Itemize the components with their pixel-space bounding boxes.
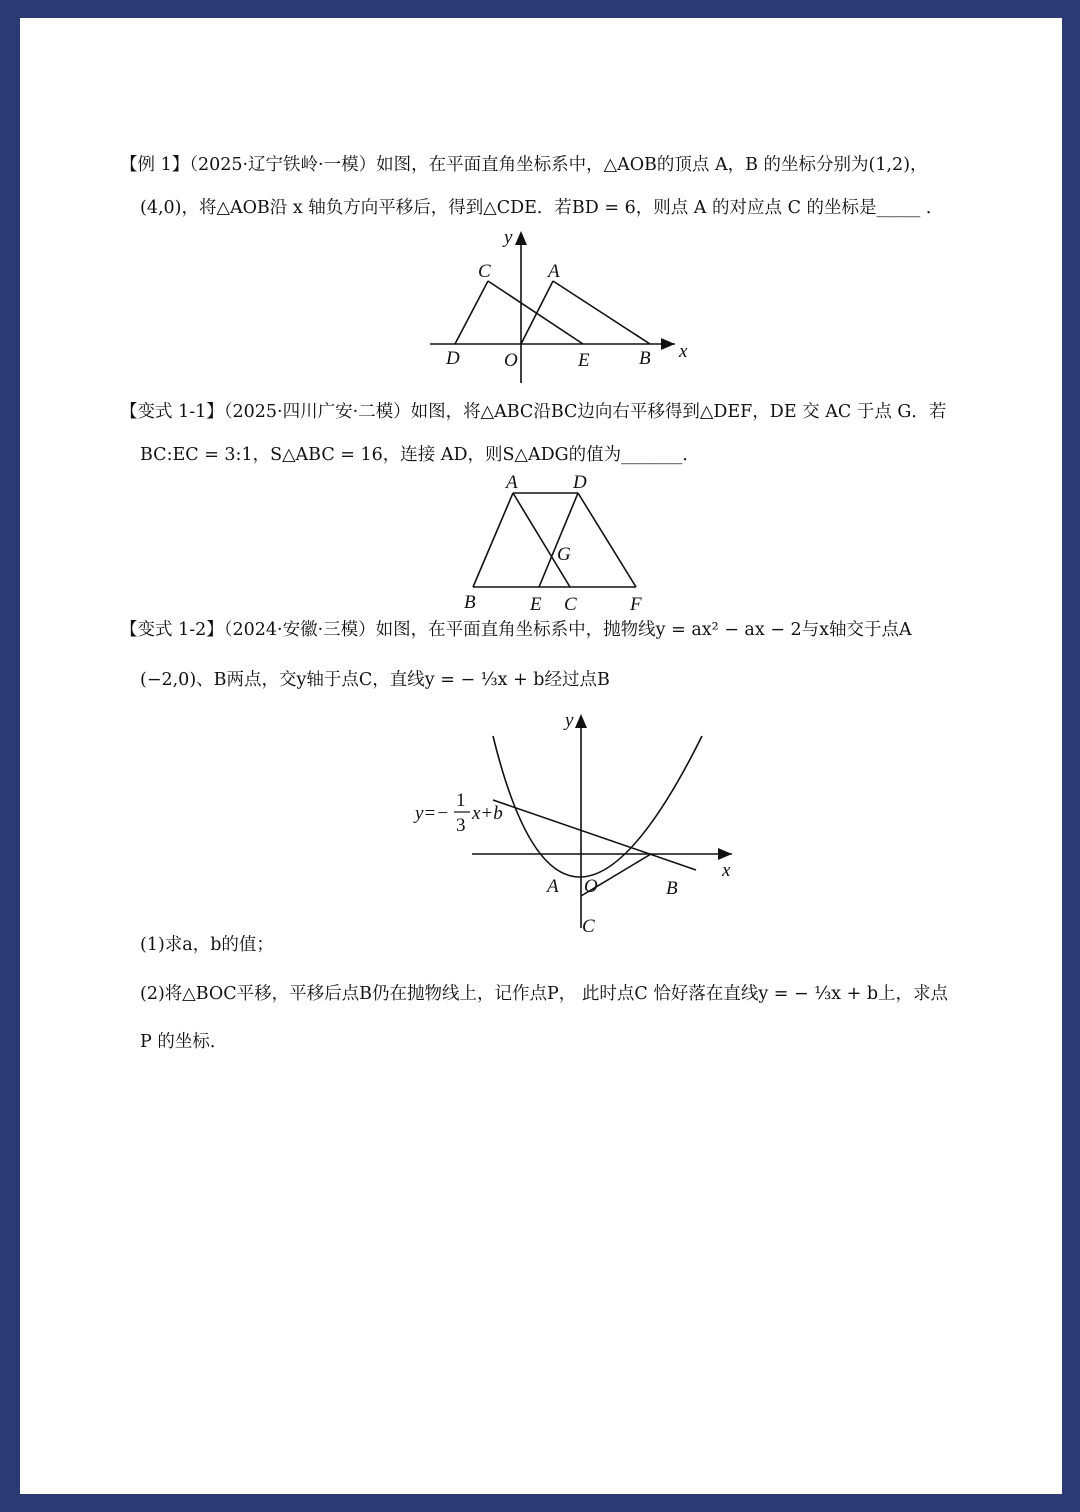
fig3-label-x: x — [722, 860, 731, 881]
fig1-label-c: C — [478, 261, 491, 282]
variant12-line1: 【变式 1-2】（2024·安徽·三模）如图，在平面直角坐标系中，抛物线y = ax² − ax − 2与x轴交于点A — [120, 620, 912, 640]
fig2-label-e: E — [530, 594, 542, 615]
fig1-label-d: D — [446, 348, 460, 369]
fig3-eq-num: 1 — [456, 790, 466, 811]
example1-line1: 【例 1】（2025·辽宁铁岭·一模）如图，在平面直角坐标系中，△AOB的顶点 A，B 的坐标分别为(1,2)， — [120, 155, 928, 175]
question-1: (1)求a，b的值； — [140, 935, 274, 955]
question-2-line1: (2)将△BOC平移，平移后点B仍在抛物线上，记作点P， 此时点C 恰好落在直线y = − ⅓x + b上，求点 — [140, 984, 949, 1004]
fig3-label-b: B — [666, 878, 678, 899]
fig2-label-a: A — [506, 473, 518, 493]
worksheet-page — [20, 18, 1062, 1494]
question-2-line2: P 的坐标． — [140, 1032, 228, 1052]
fig1-label-x: x — [679, 341, 688, 362]
fig2-label-f: F — [630, 594, 642, 615]
example1-line2: (4,0)，将△AOB沿 x 轴负方向平移后，得到△CDE．若BD = 6，则点 A 的对应点 C 的坐标是_____ ． — [140, 198, 944, 218]
variant11-line2: BC:EC = 3:1，S△ABC = 16，连接 AD，则S△ADG的值为_______． — [140, 445, 700, 465]
figure-parallelogram-shift — [460, 473, 670, 623]
fig2-label-g: G — [557, 544, 571, 565]
fig2-label-d: D — [573, 473, 587, 493]
fig2-label-b: B — [464, 592, 476, 613]
fig1-label-a: A — [548, 261, 560, 282]
fig1-label-b: B — [639, 348, 651, 369]
fig3-label-a: A — [547, 876, 559, 897]
fig1-label-y: y — [504, 227, 513, 248]
fig1-label-o: O — [504, 350, 518, 371]
fig3-label-c: C — [582, 916, 595, 933]
fig2-label-c: C — [564, 594, 577, 615]
variant12-line2: (−2,0)、B两点，交y轴于点C，直线y = − ⅓x + b经过点B — [140, 670, 610, 690]
figure-translated-triangles — [420, 223, 710, 393]
fig3-eq-left: y=− — [415, 803, 450, 824]
fig1-label-e: E — [578, 350, 590, 371]
fig3-label-o: O — [584, 876, 598, 897]
figure-parabola-line — [390, 708, 750, 933]
fig3-label-y: y — [565, 710, 574, 731]
variant11-line1: 【变式 1-1】（2025·四川广安·二模）如图，将△ABC沿BC边向右平移得到△DEF，DE 交 AC 于点 G．若 — [120, 402, 947, 422]
fig3-eq-right: x+b — [472, 803, 503, 824]
fig3-eq-den: 3 — [456, 815, 466, 836]
